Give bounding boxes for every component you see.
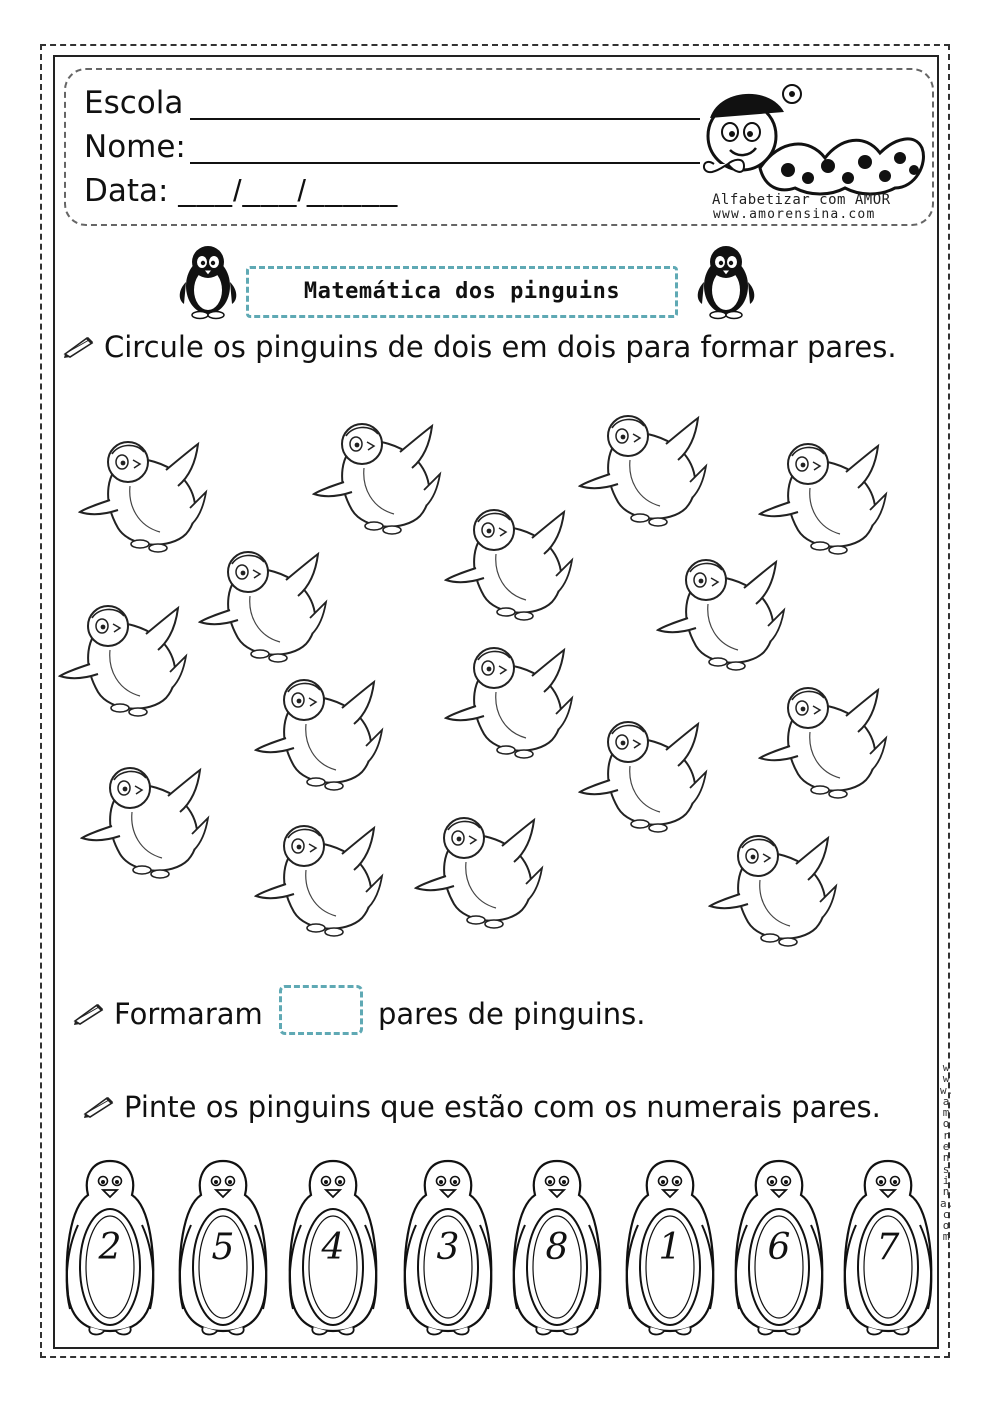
pencil-icon xyxy=(62,335,96,359)
name-line[interactable] xyxy=(190,162,700,164)
penguin-icon[interactable] xyxy=(414,806,554,936)
penguin-number: 1 xyxy=(658,1227,682,1268)
instruction-paint-even xyxy=(82,1090,881,1124)
instruction-paint-even-text: Pinte os pinguins que estão com os numerais pares. xyxy=(124,1090,881,1124)
formed-suffix: pares de pinguins. xyxy=(378,997,646,1031)
pencil-icon xyxy=(72,1002,106,1026)
penguin-number: 2 xyxy=(98,1227,122,1268)
page-title: Matemática dos pinguins xyxy=(246,266,678,318)
penguin-icon[interactable] xyxy=(444,636,584,766)
penguin-number: 6 xyxy=(767,1227,791,1268)
penguin-number: 7 xyxy=(876,1227,900,1268)
penguin-icon[interactable] xyxy=(656,548,796,678)
side-watermark: www.amorensina.com xyxy=(940,1061,954,1244)
numbered-penguin[interactable] xyxy=(283,1155,383,1340)
penguin-number: 4 xyxy=(321,1227,345,1268)
instruction-formed xyxy=(72,997,263,1031)
penguin-number: 8 xyxy=(545,1227,569,1268)
penguin-icon[interactable] xyxy=(444,498,584,628)
numbered-penguin[interactable] xyxy=(60,1155,160,1340)
instruction-circle-pairs xyxy=(62,330,897,364)
numbered-penguin[interactable] xyxy=(620,1155,720,1340)
penguin-icon[interactable] xyxy=(758,432,898,562)
name-label: Nome: xyxy=(84,129,186,165)
formed-prefix: Formaram xyxy=(114,997,263,1031)
school-field xyxy=(84,86,183,120)
title-penguin-right-icon xyxy=(690,242,762,320)
date-field xyxy=(84,174,398,208)
penguin-number: 5 xyxy=(211,1227,235,1268)
penguin-icon[interactable] xyxy=(80,756,220,886)
school-line[interactable] xyxy=(190,118,700,120)
numbered-penguin[interactable] xyxy=(507,1155,607,1340)
date-blank[interactable]: ___/___/_____ xyxy=(178,173,399,208)
numbered-penguin[interactable] xyxy=(838,1155,938,1340)
instruction-circle-pairs-text: Circule os pinguins de dois em dois para formar pares. xyxy=(104,330,897,364)
date-label: Data: xyxy=(84,173,169,209)
penguin-icon[interactable] xyxy=(578,404,718,534)
penguin-icon[interactable] xyxy=(254,814,394,944)
logo-url: www.amorensina.com xyxy=(713,207,876,222)
numbered-penguin[interactable] xyxy=(729,1155,829,1340)
penguin-number: 3 xyxy=(436,1227,460,1268)
penguin-icon[interactable] xyxy=(578,710,718,840)
penguin-icon[interactable] xyxy=(312,412,452,542)
penguin-icon[interactable] xyxy=(708,824,848,954)
penguin-icon[interactable] xyxy=(254,668,394,798)
numbered-penguin[interactable] xyxy=(398,1155,498,1340)
penguin-icon[interactable] xyxy=(78,430,218,560)
penguin-icon[interactable] xyxy=(198,540,338,670)
name-field xyxy=(84,130,186,164)
logo-name: Alfabetizar com AMOR xyxy=(712,192,891,208)
pairs-answer-box[interactable] xyxy=(279,985,363,1035)
penguin-icon[interactable] xyxy=(758,676,898,806)
title-penguin-left-icon xyxy=(172,242,244,320)
school-label: Escola xyxy=(84,85,184,121)
penguin-icon[interactable] xyxy=(58,594,198,724)
pencil-icon xyxy=(82,1095,116,1119)
numbered-penguin[interactable] xyxy=(173,1155,273,1340)
